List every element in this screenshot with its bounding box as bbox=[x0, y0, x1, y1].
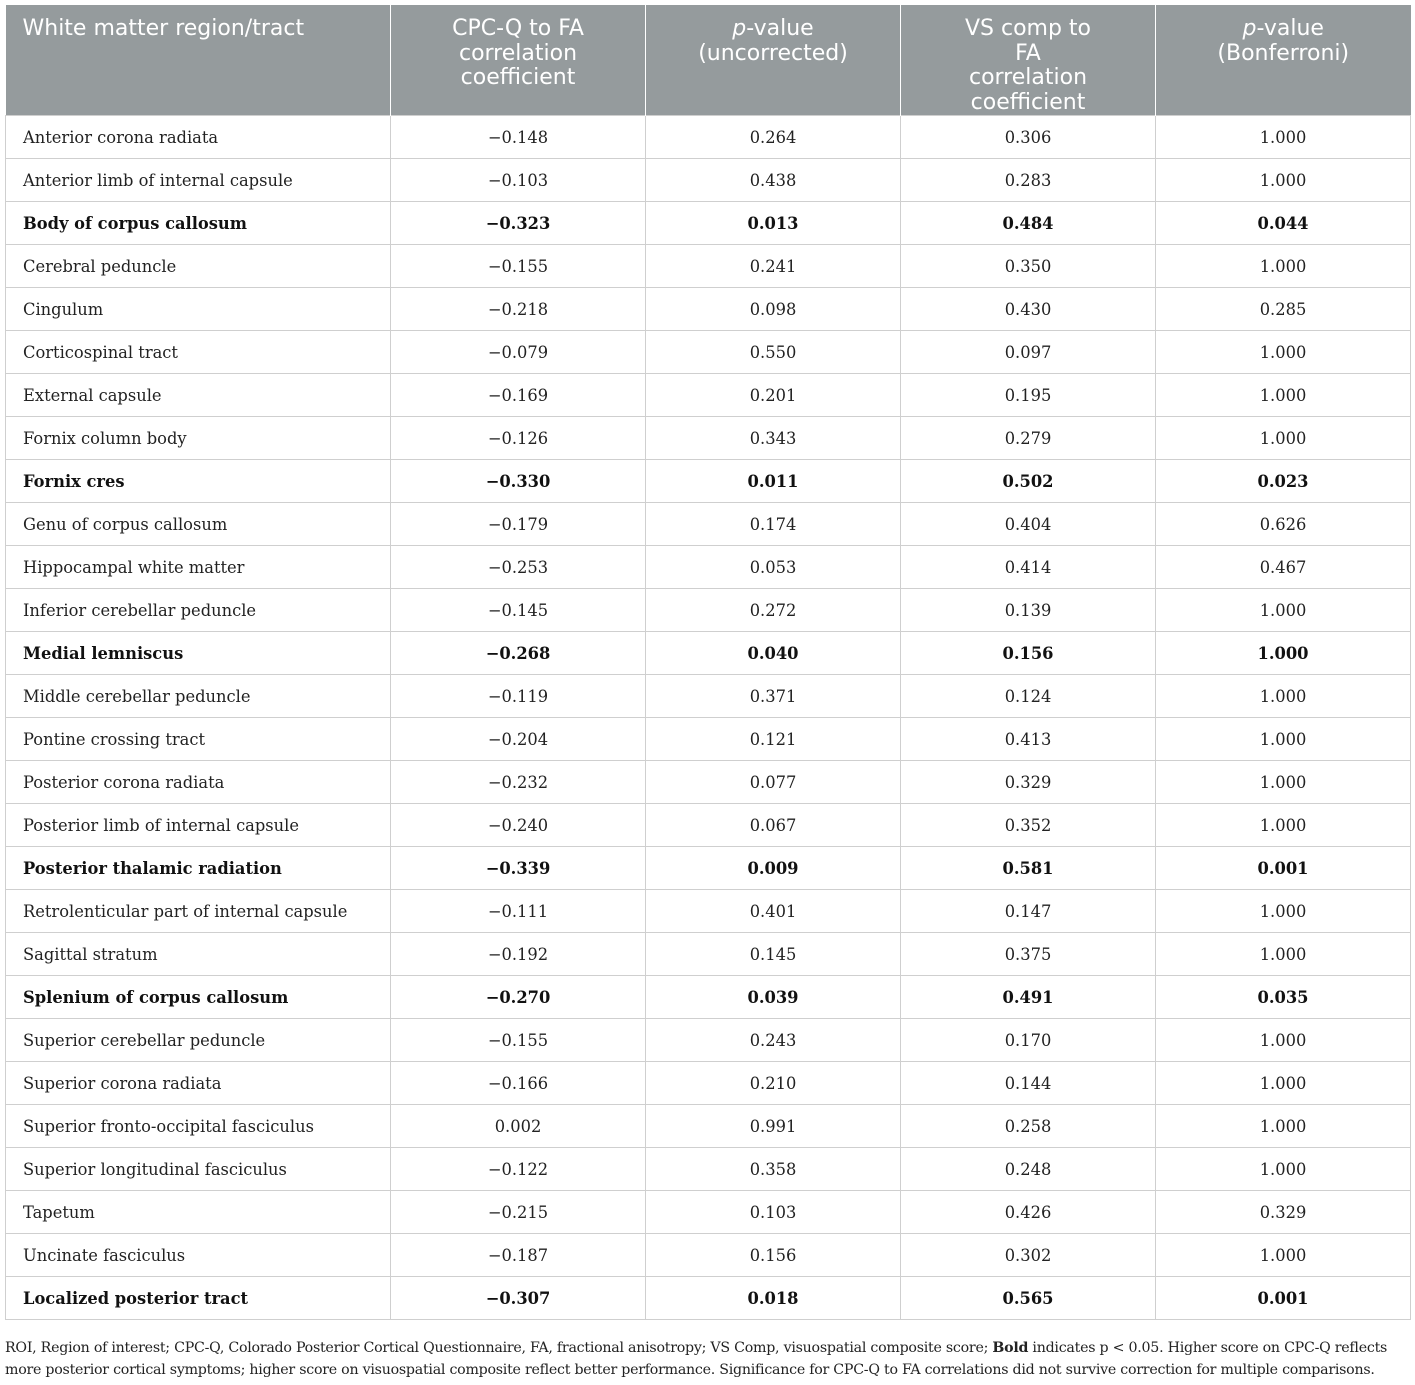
cell-p-uncorrected: 0.098 bbox=[646, 288, 901, 331]
header-line bbox=[23, 17, 379, 42]
cell-cpcq-fa: −0.268 bbox=[391, 632, 646, 675]
cell-p-uncorrected: 0.039 bbox=[646, 976, 901, 1019]
cell-p-uncorrected: 0.040 bbox=[646, 632, 901, 675]
cell-vs-fa: 0.144 bbox=[901, 1062, 1156, 1105]
cell-p-uncorrected: 0.201 bbox=[646, 374, 901, 417]
cell-region: Fornix column body bbox=[6, 417, 391, 460]
cell-vs-fa: 0.375 bbox=[901, 933, 1156, 976]
cell-cpcq-fa: −0.122 bbox=[391, 1148, 646, 1191]
cell-cpcq-fa: −0.111 bbox=[391, 890, 646, 933]
cell-p-uncorrected: 0.009 bbox=[646, 847, 901, 890]
cell-p-uncorrected: 0.077 bbox=[646, 761, 901, 804]
cell-p-bonferroni: 1.000 bbox=[1156, 374, 1411, 417]
cell-cpcq-fa: −0.323 bbox=[391, 202, 646, 245]
cell-vs-fa: 0.195 bbox=[901, 374, 1156, 417]
cell-region: Posterior limb of internal capsule bbox=[6, 804, 391, 847]
cell-p-bonferroni: 1.000 bbox=[1156, 1105, 1411, 1148]
cell-p-uncorrected: 0.210 bbox=[646, 1062, 901, 1105]
header-text: correlation bbox=[458, 40, 578, 66]
cell-vs-fa: 0.279 bbox=[901, 417, 1156, 460]
header-row bbox=[6, 5, 1411, 116]
cell-vs-fa: 0.258 bbox=[901, 1105, 1156, 1148]
header-text: correlation bbox=[968, 65, 1088, 90]
cell-region: Localized posterior tract bbox=[6, 1277, 391, 1320]
cell-cpcq-fa: −0.145 bbox=[391, 589, 646, 632]
header-italic-p: p bbox=[1242, 16, 1257, 41]
table-row bbox=[6, 245, 1411, 288]
cell-p-uncorrected: 0.264 bbox=[646, 116, 901, 159]
table-row bbox=[6, 847, 1411, 890]
cell-region: Fornix cres bbox=[6, 460, 391, 503]
table-row bbox=[6, 1148, 1411, 1191]
cell-region: Superior corona radiata bbox=[6, 1062, 391, 1105]
cell-p-uncorrected: 0.358 bbox=[646, 1148, 901, 1191]
cell-p-uncorrected: 0.103 bbox=[646, 1191, 901, 1234]
cell-cpcq-fa: −0.215 bbox=[391, 1191, 646, 1234]
cell-region: Uncinate fasciculus bbox=[6, 1234, 391, 1277]
cell-p-bonferroni: 1.000 bbox=[1156, 804, 1411, 847]
cell-region: Hippocampal white matter bbox=[6, 546, 391, 589]
cell-p-uncorrected: 0.053 bbox=[646, 546, 901, 589]
table-row bbox=[6, 1191, 1411, 1234]
cell-cpcq-fa: −0.270 bbox=[391, 976, 646, 1019]
header-line bbox=[1168, 42, 1399, 67]
cell-region: Anterior corona radiata bbox=[6, 116, 391, 159]
table-row bbox=[6, 804, 1411, 847]
table-row bbox=[6, 632, 1411, 675]
cell-p-bonferroni: 1.000 bbox=[1156, 1148, 1411, 1191]
header-line bbox=[913, 66, 1143, 91]
cell-region: Posterior thalamic radiation bbox=[6, 847, 391, 890]
cell-region: Splenium of corpus callosum bbox=[6, 976, 391, 1019]
cell-p-bonferroni: 0.023 bbox=[1156, 460, 1411, 503]
cell-region: Superior cerebellar peduncle bbox=[6, 1019, 391, 1062]
table-row bbox=[6, 976, 1411, 1019]
cell-cpcq-fa: −0.253 bbox=[391, 546, 646, 589]
table-row bbox=[6, 331, 1411, 374]
header-text: coefficient bbox=[460, 65, 576, 90]
header-italic-p: p bbox=[732, 16, 747, 41]
cell-p-bonferroni: 0.285 bbox=[1156, 288, 1411, 331]
cell-region: Cerebral peduncle bbox=[6, 245, 391, 288]
cell-region: Cingulum bbox=[6, 288, 391, 331]
cell-region: Retrolenticular part of internal capsule bbox=[6, 890, 391, 933]
cell-vs-fa: 0.484 bbox=[901, 202, 1156, 245]
cell-vs-fa: 0.430 bbox=[901, 288, 1156, 331]
cell-vs-fa: 0.170 bbox=[901, 1019, 1156, 1062]
header-text: White matter region/tract bbox=[22, 16, 305, 41]
cell-p-bonferroni: 1.000 bbox=[1156, 589, 1411, 632]
header-text: (uncorrected) bbox=[698, 40, 848, 66]
table-row bbox=[6, 761, 1411, 804]
cell-cpcq-fa: −0.169 bbox=[391, 374, 646, 417]
cell-cpcq-fa: −0.218 bbox=[391, 288, 646, 331]
cell-p-bonferroni: 1.000 bbox=[1156, 1234, 1411, 1277]
header-text: -value bbox=[746, 16, 814, 41]
cell-vs-fa: 0.565 bbox=[901, 1277, 1156, 1320]
header-p-uncorrected bbox=[646, 5, 901, 116]
cell-p-bonferroni: 1.000 bbox=[1156, 159, 1411, 202]
cell-region: Posterior corona radiata bbox=[6, 761, 391, 804]
table-row bbox=[6, 546, 1411, 589]
table-row bbox=[6, 675, 1411, 718]
cell-cpcq-fa: −0.339 bbox=[391, 847, 646, 890]
table-row bbox=[6, 589, 1411, 632]
table-row bbox=[6, 933, 1411, 976]
cell-p-uncorrected: 0.013 bbox=[646, 202, 901, 245]
cell-vs-fa: 0.248 bbox=[901, 1148, 1156, 1191]
table-row bbox=[6, 1019, 1411, 1062]
header-text: coefficient bbox=[970, 89, 1086, 115]
table-row bbox=[6, 159, 1411, 202]
cell-cpcq-fa: −0.232 bbox=[391, 761, 646, 804]
cell-p-uncorrected: 0.174 bbox=[646, 503, 901, 546]
cell-region: Superior fronto-occipital fasciculus bbox=[6, 1105, 391, 1148]
results-table bbox=[5, 5, 1411, 1320]
cell-vs-fa: 0.302 bbox=[901, 1234, 1156, 1277]
cell-p-bonferroni: 1.000 bbox=[1156, 718, 1411, 761]
cell-cpcq-fa: −0.179 bbox=[391, 503, 646, 546]
cell-vs-fa: 0.404 bbox=[901, 503, 1156, 546]
cell-p-uncorrected: 0.438 bbox=[646, 159, 901, 202]
cell-vs-fa: 0.352 bbox=[901, 804, 1156, 847]
footnote-line-2: more posterior cortical symptoms; higher score on visuospatial composite reflect better performance. Significance for CPC-Q to FA correlations did not survive correction for multiple comparisons. bbox=[5, 1362, 1375, 1378]
cell-region: Middle cerebellar peduncle bbox=[6, 675, 391, 718]
cell-region: Body of corpus callosum bbox=[6, 202, 391, 245]
cell-p-uncorrected: 0.241 bbox=[646, 245, 901, 288]
header-line bbox=[658, 17, 888, 42]
cell-p-uncorrected: 0.272 bbox=[646, 589, 901, 632]
cell-cpcq-fa: −0.155 bbox=[391, 1019, 646, 1062]
cell-cpcq-fa: −0.079 bbox=[391, 331, 646, 374]
cell-p-bonferroni: 1.000 bbox=[1156, 116, 1411, 159]
cell-vs-fa: 0.350 bbox=[901, 245, 1156, 288]
cell-region: Tapetum bbox=[6, 1191, 391, 1234]
header-line bbox=[403, 42, 633, 67]
table-footnote bbox=[5, 1337, 1413, 1381]
table-row bbox=[6, 374, 1411, 417]
cell-p-bonferroni: 1.000 bbox=[1156, 1019, 1411, 1062]
cell-p-bonferroni: 0.001 bbox=[1156, 847, 1411, 890]
cell-p-bonferroni: 0.467 bbox=[1156, 546, 1411, 589]
cell-vs-fa: 0.147 bbox=[901, 890, 1156, 933]
header-line bbox=[913, 42, 1143, 67]
cell-cpcq-fa: −0.103 bbox=[391, 159, 646, 202]
cell-p-uncorrected: 0.343 bbox=[646, 417, 901, 460]
table-row bbox=[6, 202, 1411, 245]
cell-p-bonferroni: 1.000 bbox=[1156, 1062, 1411, 1105]
cell-vs-fa: 0.414 bbox=[901, 546, 1156, 589]
table-row bbox=[6, 288, 1411, 331]
cell-cpcq-fa: −0.204 bbox=[391, 718, 646, 761]
table-body bbox=[6, 116, 1411, 1320]
header-cpcq-fa bbox=[391, 5, 646, 116]
table-row bbox=[6, 417, 1411, 460]
cell-cpcq-fa: −0.187 bbox=[391, 1234, 646, 1277]
cell-p-bonferroni: 0.035 bbox=[1156, 976, 1411, 1019]
cell-p-uncorrected: 0.018 bbox=[646, 1277, 901, 1320]
cell-p-uncorrected: 0.371 bbox=[646, 675, 901, 718]
cell-vs-fa: 0.502 bbox=[901, 460, 1156, 503]
cell-p-uncorrected: 0.550 bbox=[646, 331, 901, 374]
cell-region: Genu of corpus callosum bbox=[6, 503, 391, 546]
cell-region: Sagittal stratum bbox=[6, 933, 391, 976]
cell-p-bonferroni: 0.329 bbox=[1156, 1191, 1411, 1234]
footnote-bold-word: Bold bbox=[992, 1340, 1029, 1356]
header-line bbox=[658, 42, 888, 67]
table-header bbox=[6, 5, 1411, 116]
header-region bbox=[6, 5, 391, 116]
header-text: -value bbox=[1256, 16, 1324, 41]
cell-vs-fa: 0.283 bbox=[901, 159, 1156, 202]
cell-p-uncorrected: 0.401 bbox=[646, 890, 901, 933]
header-line bbox=[913, 91, 1143, 116]
cell-p-bonferroni: 0.626 bbox=[1156, 503, 1411, 546]
cell-p-bonferroni: 1.000 bbox=[1156, 245, 1411, 288]
cell-p-uncorrected: 0.156 bbox=[646, 1234, 901, 1277]
table-row bbox=[6, 1234, 1411, 1277]
cell-cpcq-fa: 0.002 bbox=[391, 1105, 646, 1148]
cell-p-uncorrected: 0.067 bbox=[646, 804, 901, 847]
cell-region: Inferior cerebellar peduncle bbox=[6, 589, 391, 632]
footnote-line-1: ROI, Region of interest; CPC-Q, Colorado Posterior Cortical Questionnaire, FA, fractional anisotropy; VS Comp, visuospatial composite score; Bold indicates p < 0.05. Higher score on CPC-Q reflects bbox=[5, 1340, 1388, 1356]
header-text: (Bonferroni) bbox=[1217, 40, 1350, 66]
header-text: VS comp to bbox=[964, 16, 1092, 41]
table-row bbox=[6, 503, 1411, 546]
header-line bbox=[913, 17, 1143, 42]
cell-vs-fa: 0.124 bbox=[901, 675, 1156, 718]
table-row bbox=[6, 1105, 1411, 1148]
cell-cpcq-fa: −0.148 bbox=[391, 116, 646, 159]
cell-cpcq-fa: −0.307 bbox=[391, 1277, 646, 1320]
cell-p-bonferroni: 0.044 bbox=[1156, 202, 1411, 245]
header-text: FA bbox=[1015, 40, 1041, 66]
cell-p-uncorrected: 0.011 bbox=[646, 460, 901, 503]
cell-region: External capsule bbox=[6, 374, 391, 417]
header-line bbox=[403, 17, 633, 42]
cell-p-uncorrected: 0.145 bbox=[646, 933, 901, 976]
header-line bbox=[403, 66, 633, 91]
cell-cpcq-fa: −0.119 bbox=[391, 675, 646, 718]
cell-p-bonferroni: 1.000 bbox=[1156, 675, 1411, 718]
cell-cpcq-fa: −0.126 bbox=[391, 417, 646, 460]
table-row bbox=[6, 718, 1411, 761]
table-row bbox=[6, 1062, 1411, 1105]
cell-vs-fa: 0.097 bbox=[901, 331, 1156, 374]
cell-region: Medial lemniscus bbox=[6, 632, 391, 675]
cell-p-bonferroni: 1.000 bbox=[1156, 761, 1411, 804]
header-p-bonferroni bbox=[1156, 5, 1411, 116]
cell-vs-fa: 0.426 bbox=[901, 1191, 1156, 1234]
cell-p-bonferroni: 1.000 bbox=[1156, 632, 1411, 675]
cell-cpcq-fa: −0.155 bbox=[391, 245, 646, 288]
cell-p-bonferroni: 1.000 bbox=[1156, 331, 1411, 374]
header-line bbox=[1168, 17, 1399, 42]
cell-vs-fa: 0.491 bbox=[901, 976, 1156, 1019]
cell-p-uncorrected: 0.243 bbox=[646, 1019, 901, 1062]
table-row bbox=[6, 116, 1411, 159]
cell-cpcq-fa: −0.166 bbox=[391, 1062, 646, 1105]
cell-p-uncorrected: 0.121 bbox=[646, 718, 901, 761]
cell-region: Pontine crossing tract bbox=[6, 718, 391, 761]
header-vs-fa bbox=[901, 5, 1156, 116]
cell-region: Corticospinal tract bbox=[6, 331, 391, 374]
cell-vs-fa: 0.139 bbox=[901, 589, 1156, 632]
cell-region: Anterior limb of internal capsule bbox=[6, 159, 391, 202]
table-row bbox=[6, 1277, 1411, 1320]
cell-cpcq-fa: −0.240 bbox=[391, 804, 646, 847]
cell-p-bonferroni: 0.001 bbox=[1156, 1277, 1411, 1320]
cell-vs-fa: 0.581 bbox=[901, 847, 1156, 890]
cell-region: Superior longitudinal fasciculus bbox=[6, 1148, 391, 1191]
cell-cpcq-fa: −0.192 bbox=[391, 933, 646, 976]
cell-p-bonferroni: 1.000 bbox=[1156, 933, 1411, 976]
cell-vs-fa: 0.329 bbox=[901, 761, 1156, 804]
cell-cpcq-fa: −0.330 bbox=[391, 460, 646, 503]
cell-vs-fa: 0.156 bbox=[901, 632, 1156, 675]
cell-p-bonferroni: 1.000 bbox=[1156, 417, 1411, 460]
table-row bbox=[6, 890, 1411, 933]
cell-vs-fa: 0.306 bbox=[901, 116, 1156, 159]
cell-vs-fa: 0.413 bbox=[901, 718, 1156, 761]
cell-p-uncorrected: 0.991 bbox=[646, 1105, 901, 1148]
header-text: CPC-Q to FA bbox=[452, 16, 584, 41]
cell-p-bonferroni: 1.000 bbox=[1156, 890, 1411, 933]
table-row bbox=[6, 460, 1411, 503]
